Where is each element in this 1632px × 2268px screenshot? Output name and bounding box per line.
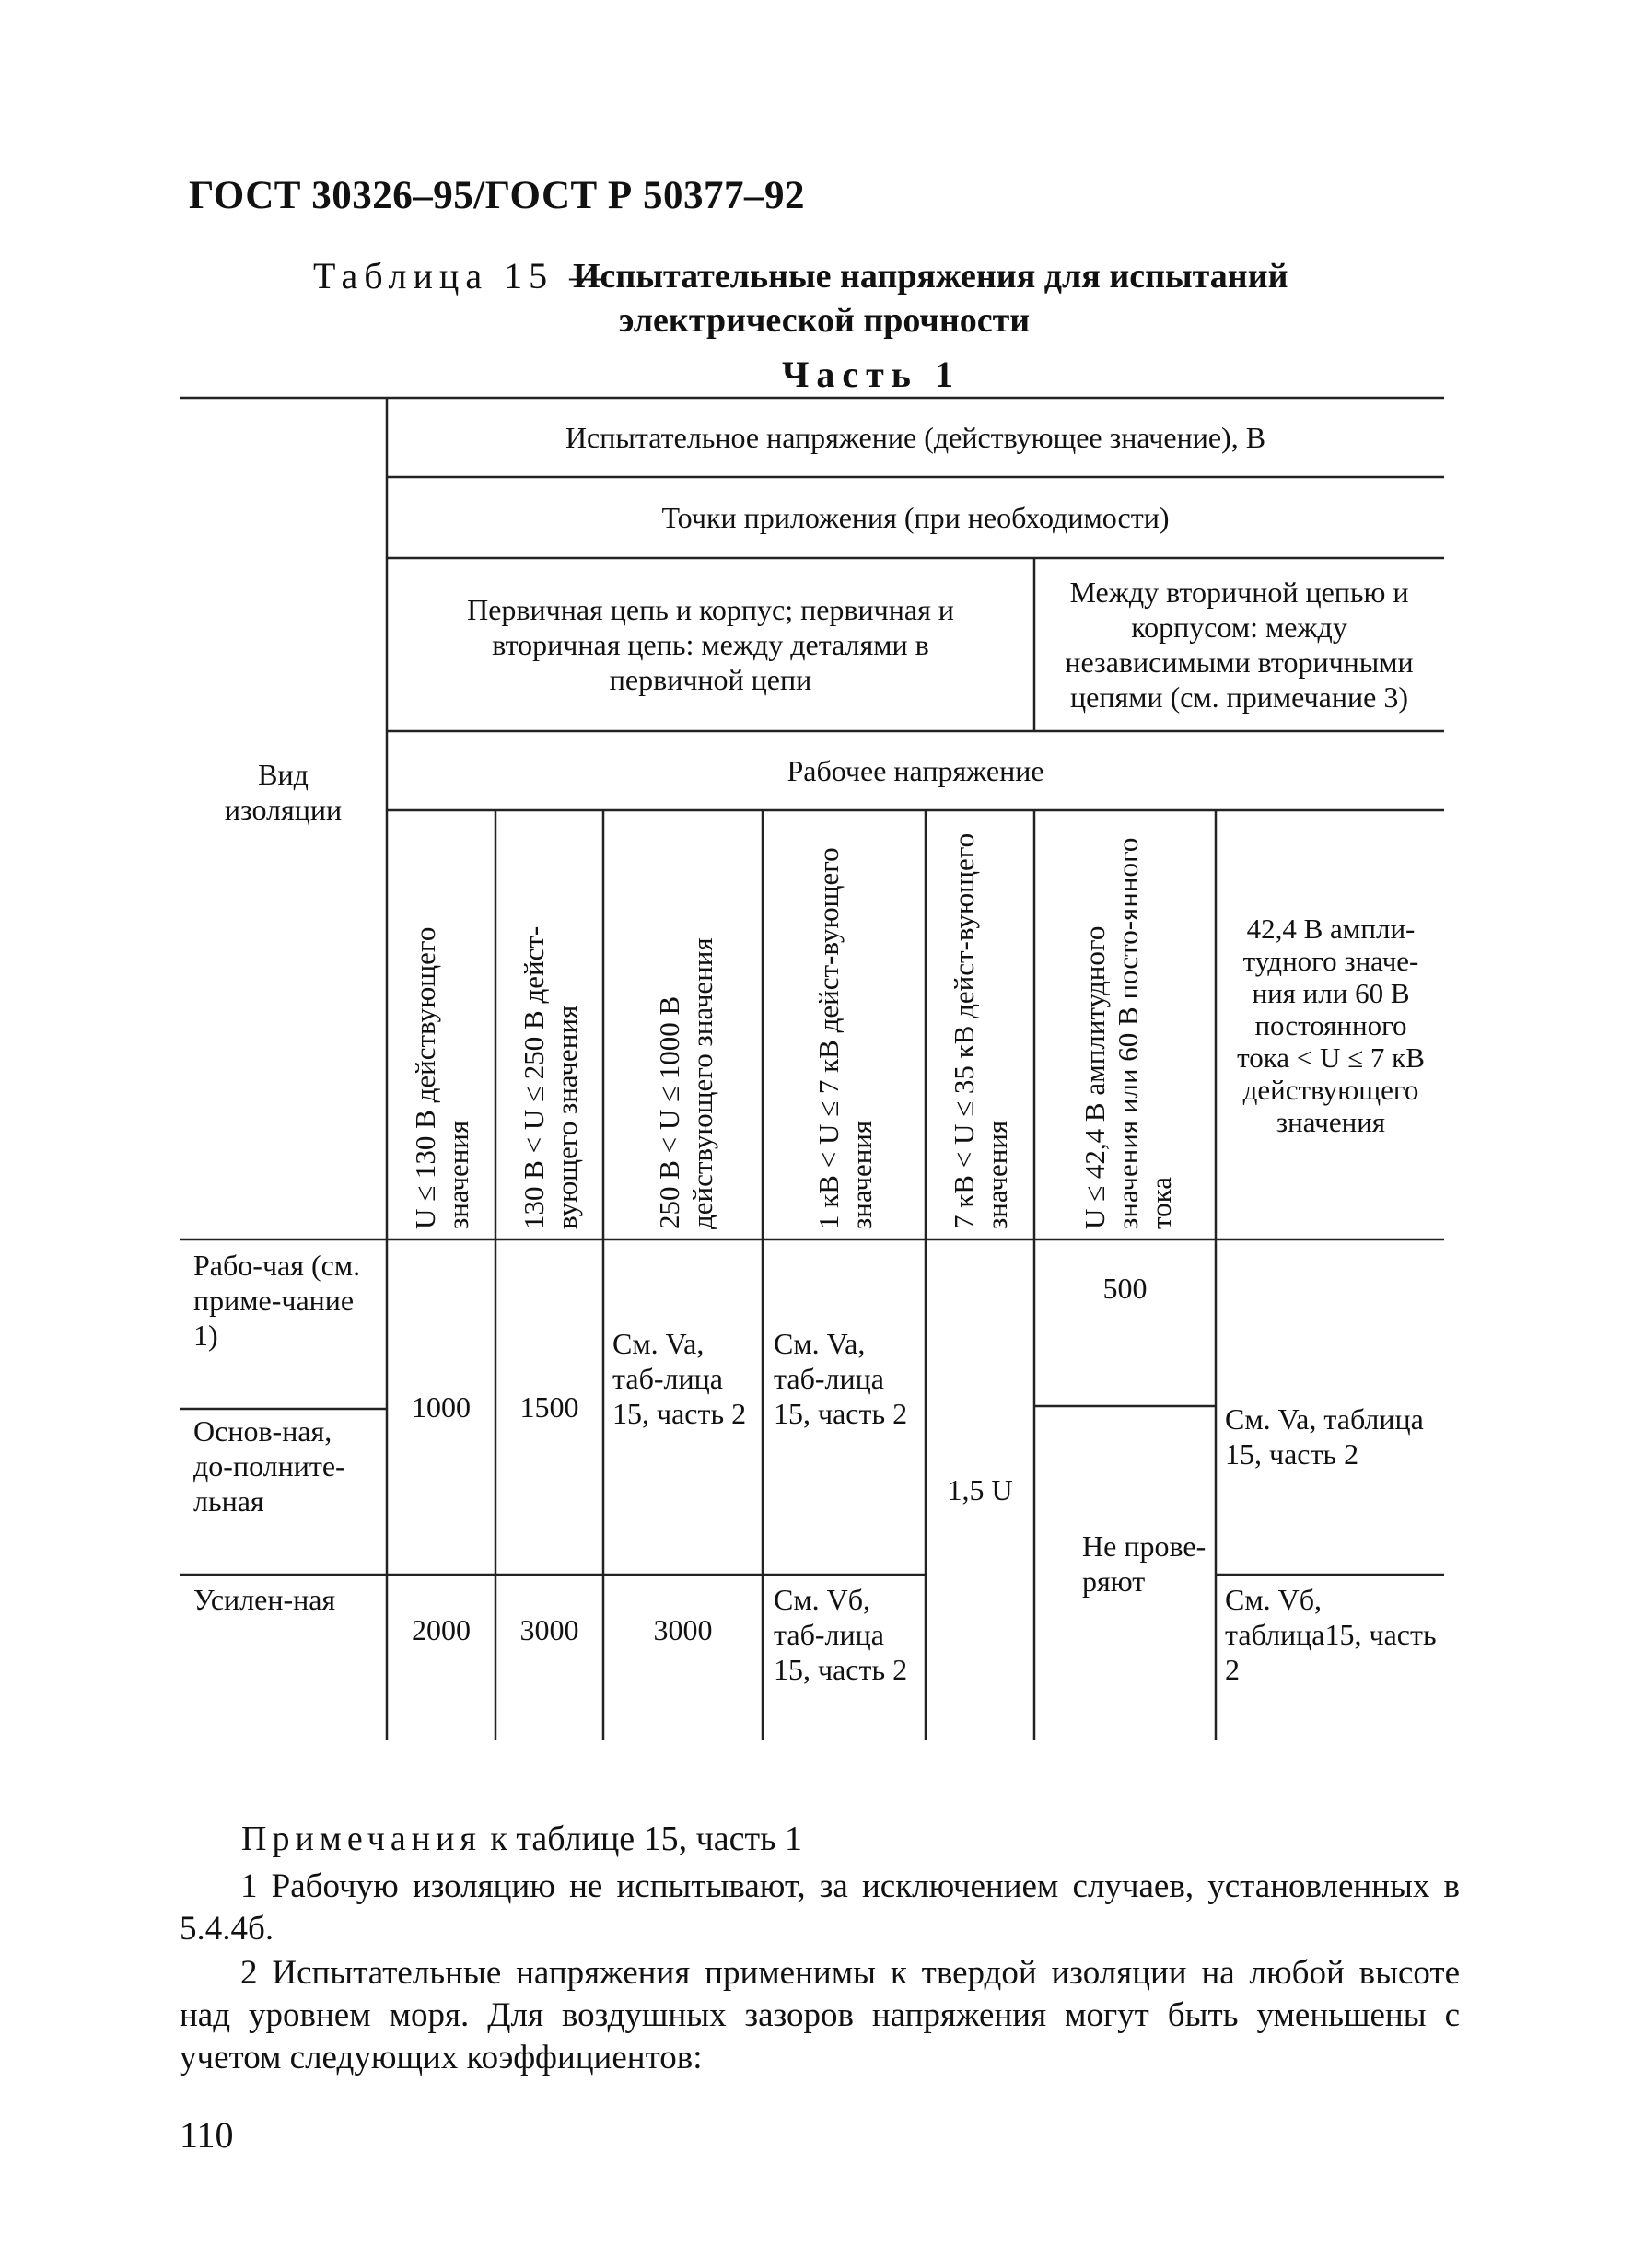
header-working-voltage: Рабочее напряжение <box>787 754 1044 787</box>
cell-c2-functional-basic: 1500 <box>519 1390 579 1424</box>
cell-c7-reinforced: См. Vб, таблица15, часть 2 <box>1225 1583 1437 1686</box>
caption-title-line1: Испытательные напряжения для испытаний <box>573 257 1288 296</box>
table-caption-title <box>573 254 1383 343</box>
cell-c2-reinforced: 3000 <box>519 1613 579 1646</box>
cell-c7-functional-basic: См. Va, таблица 15, часть 2 <box>1225 1402 1424 1471</box>
page-number: 110 <box>180 2114 234 2156</box>
table-part-label: Часть 1 <box>782 354 961 395</box>
notes-title-word: Примечания <box>241 1820 482 1858</box>
header-application-points: Точки приложения (при необходимости) <box>661 501 1170 534</box>
header-test-voltage: Испытательное напряжение (действующее значение), В <box>565 421 1266 454</box>
caption-title-line2: электрической прочности <box>619 301 1031 340</box>
header-insulation-type: Вид изоляции <box>224 758 343 826</box>
note-2: 2 Испытательные напряжения применимы к твердой изоляции на любой высоте над уровнем моря. Для воздушных зазоров напряжения могут быть уменьшены с учетом следующих коэффициентов: <box>180 1954 1460 2076</box>
col-header-5: 7 кВ < U ≤ 35 кВ дейст-вующего значения <box>948 832 1013 1229</box>
col-header-7: 42,4 В ампли-тудного значе-ния или 60 В постоянного тока < U ≤ 7 кВ действующего значения <box>1237 912 1425 1138</box>
note-1: 1 Рабочую изоляцию не испытывают, за исключением случаев, установленных в 5.4.4б. <box>180 1867 1460 1948</box>
cell-c6-basic-reinforced: Не прове-ряют <box>1082 1529 1207 1598</box>
col-header-1: U ≤ 130 В действующего значения <box>409 926 474 1229</box>
header-secondary-circuit: Между вторичной цепью и корпусом: между независимыми вторичными цепями (см. примечание 3) <box>1065 576 1414 714</box>
cell-c3-reinforced: 3000 <box>653 1613 713 1646</box>
table-caption-label: Таблица 15 — <box>313 255 613 297</box>
row-label-reinforced: Усилен-ная <box>193 1583 336 1616</box>
col-header-2: 130 В < U ≤ 250 В дейст-вующего значения <box>518 925 583 1229</box>
cell-c4-functional-basic: См. Va, таб-лица 15, часть 2 <box>774 1327 908 1430</box>
col-header-3: 250 В < U ≤ 1000 В действующего значения <box>653 937 718 1229</box>
col-header-4: 1 кВ < U ≤ 7 кВ дейст-вующего значения <box>812 847 878 1229</box>
header-primary-circuit: Первичная цепь и корпус; первичная и вторичная цепь: между деталями в первичной цепи <box>467 593 954 696</box>
document-header: ГОСТ 30326–95/ГОСТ Р 50377–92 <box>189 174 805 217</box>
col-header-6: U ≤ 42,4 В амплитудного значения или 60 В посто-янного тока <box>1078 837 1177 1229</box>
row-label-basic-supplementary: Основ-ная, до-полните-льная <box>193 1414 345 1518</box>
cell-c4-reinforced: См. Vб, таб-лица 15, часть 2 <box>774 1583 908 1686</box>
cell-c6-functional: 500 <box>1102 1272 1148 1305</box>
cell-c5-all-rows: 1,5 U <box>947 1473 1013 1506</box>
row-label-functional: Рабо-чая (см. приме-чание 1) <box>193 1249 361 1352</box>
cell-c1-functional-basic: 1000 <box>412 1390 471 1424</box>
notes-title <box>241 1819 802 1859</box>
cell-c3-functional-basic: См. Va, таб-лица 15, часть 2 <box>612 1327 747 1430</box>
cell-c1-reinforced: 2000 <box>412 1613 471 1646</box>
notes-title-rest: к таблице 15, часть 1 <box>481 1820 802 1858</box>
